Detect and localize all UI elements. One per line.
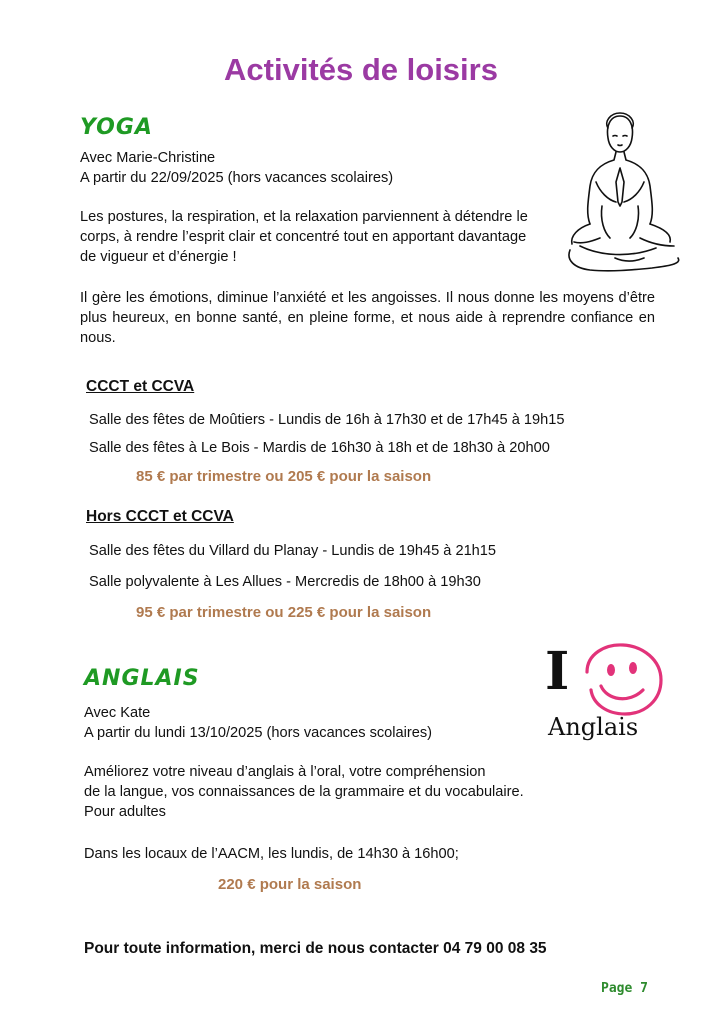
session-line: Salle des fêtes à Le Bois - Mardis de 16h30 à 18h et de 18h30 à 20h00: [89, 440, 550, 456]
price: 220 € pour la saison: [218, 876, 362, 893]
anglais-logo: [545, 642, 670, 747]
anglais-start: A partir du lundi 13/10/2025 (hors vacances scolaires): [84, 725, 433, 741]
yoga-desc1-line: corps, à rendre l’esprit clair et concentré tout en apportant davantage: [80, 229, 527, 245]
yoga-desc1-line: Les postures, la respiration, et la relaxation parviennent à détendre le: [80, 209, 528, 225]
group-title: Hors CCCT et CCVA: [86, 508, 234, 525]
smiley-face-icon: [577, 642, 669, 720]
session-line: Salle des fêtes du Villard du Planay - Lundis de 19h45 à 21h15: [89, 543, 497, 559]
session-line: Salle polyvalente à Les Allues - Mercredis de 18h00 à 19h30: [89, 574, 481, 590]
yoga-start: A partir du 22/09/2025 (hors vacances scolaires): [80, 170, 394, 186]
session-line: Salle des fêtes de Moûtiers - Lundis de 16h à 17h30 et de 17h45 à 19h15: [89, 412, 565, 428]
page-title: Activités de loisirs: [224, 52, 498, 87]
anglais-desc-line: de la langue, vos connaissances de la grammaire et du vocabulaire.: [84, 784, 524, 800]
yoga-desc2: Il gère les émotions, diminue l’anxiété et les angoisses. Il nous donne les moyens d’être plus heureux, en bonne santé, en pleine forme, et nous aide à reprendre confiance en nous.: [80, 290, 655, 346]
anglais-location: Dans les locaux de l’AACM, les lundis, de 14h30 à 16h00;: [84, 846, 459, 862]
price: 85 € par trimestre ou 205 € pour la saison: [136, 468, 432, 485]
yoga-teacher: Avec Marie-Christine: [80, 150, 216, 166]
logo-word: Anglais: [548, 713, 639, 741]
contact-line: Pour toute information, merci de nous contacter 04 79 00 08 35: [84, 940, 547, 957]
yoga-heading: YOGA: [80, 115, 153, 140]
meditation-figure-icon: [560, 110, 685, 280]
anglais-heading: ANGLAIS: [84, 666, 200, 691]
page-number: Page 7: [601, 981, 648, 996]
price: 95 € par trimestre ou 225 € pour la saison: [136, 604, 432, 621]
anglais-desc-line: Améliorez votre niveau d’anglais à l’oral, votre compréhension: [84, 764, 486, 780]
group-title: CCCT et CCVA: [86, 378, 195, 395]
anglais-teacher: Avec Kate: [84, 705, 151, 721]
anglais-desc-line: Pour adultes: [84, 804, 166, 820]
yoga-desc1-line: de vigueur et d’énergie !: [80, 249, 237, 265]
logo-letter: I: [545, 641, 570, 702]
